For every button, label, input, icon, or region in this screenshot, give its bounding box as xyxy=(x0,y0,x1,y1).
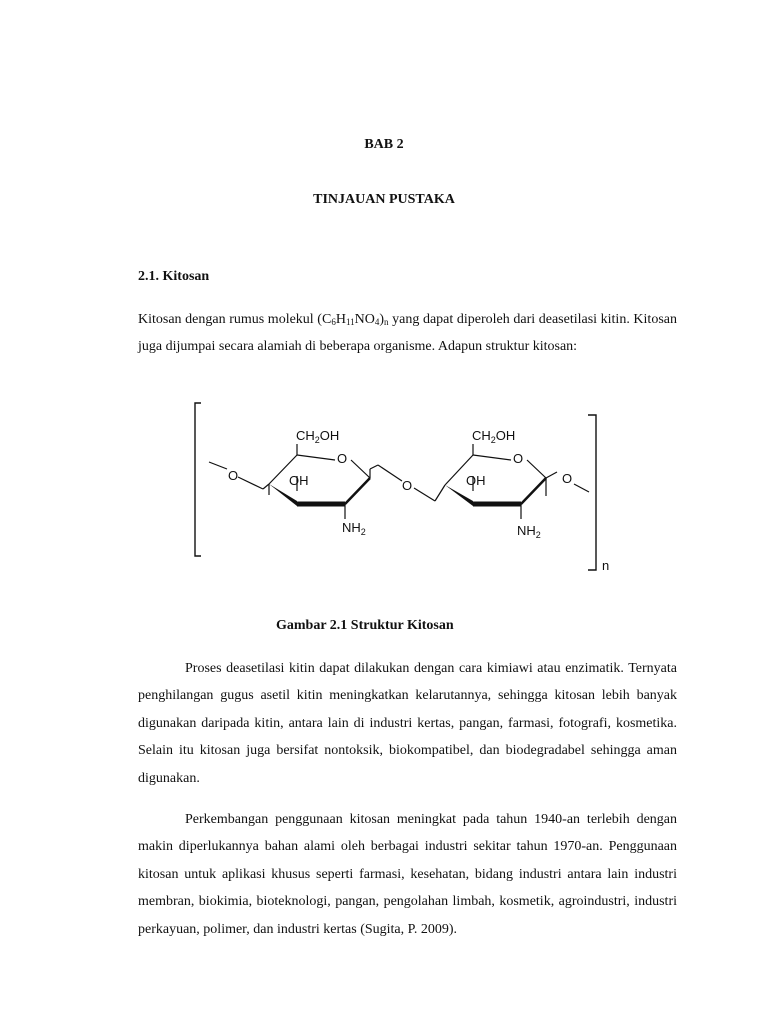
ring2-nh2-label: $NH_2$ xyxy=(517,523,541,540)
ring2-oh-label: OH xyxy=(466,473,486,488)
intro-text-before: Kitosan dengan rumus molekul (C xyxy=(138,312,332,327)
glycosidic-bond xyxy=(378,465,402,481)
formula-close: ) xyxy=(379,312,385,327)
formula-c-subscript: 6 xyxy=(331,317,336,327)
body-paragraph-2: Perkembangan penggunaan kitosan meningkat pada tahun 1940-an terlebih dengan makin diperlukannya bahan alami oleh berbagai industri sekitar tahun 1970-an. Penggunaan kitosan untuk aplikasi khusus seperti farmasi, kesehatan, bidang industri antara lain industri membran, biokimia, bioteknologi, pangan, pengolahan limbah, kosmetik, agroindustri, industri perkayuan, polimer, dan industri kertas (Sugita, P. 2009). xyxy=(138,812,677,937)
sugar-ring-1 xyxy=(269,444,378,519)
left-bracket xyxy=(195,403,201,556)
chapter-number: BAB 2 xyxy=(364,137,404,152)
formula-h: H xyxy=(335,312,346,327)
intro-text-after: yang dapat diperoleh dari deasetilasi kitin. Kitosan juga dijumpai secara alamiah di beberapa organisme. Adapun struktur kitosan: xyxy=(138,312,677,355)
figure-caption: Gambar 2.1 Struktur Kitosan xyxy=(276,618,454,633)
ring1-nh2-label: $NH_2$ xyxy=(342,520,366,537)
right-glycosidic-oxygen: O xyxy=(562,471,573,486)
right-bracket xyxy=(588,415,596,570)
left-glycosidic-oxygen: O xyxy=(228,468,239,483)
formula-h-subscript: 11 xyxy=(345,317,355,327)
left-terminal-bond xyxy=(209,462,227,469)
bridge-glycosidic-oxygen: O xyxy=(402,478,413,493)
ring1-oxygen: O xyxy=(337,451,348,466)
chitosan-structure-figure xyxy=(185,398,615,578)
formula-o-subscript: 4 xyxy=(374,317,380,327)
ring2-ch2oh-label: $CH_2OH$ xyxy=(472,428,516,445)
chapter-title: TINJAUAN PUSTAKA xyxy=(313,192,455,207)
formula-n-subscript: n xyxy=(384,317,389,327)
ring2-oxygen: O xyxy=(513,451,524,466)
sugar-ring-2 xyxy=(445,444,557,519)
right-terminal-bond xyxy=(574,484,589,492)
formula-no: NO xyxy=(354,312,375,327)
ring1-oh-label: OH xyxy=(289,473,309,488)
ring1-ch2oh-label: $CH_2OH$ xyxy=(296,428,340,445)
repeat-unit-n: n xyxy=(602,558,610,573)
body-paragraph-1: Proses deasetilasi kitin dapat dilakukan dengan cara kimiawi atau enzimatik. Ternyata penghilangan gugus asetil kitin meningkatkan kelarutannya, sehingga kitosan lebih banyak digunakan daripada kitin, antara lain di industri kertas, pangan, farmasi, fotografi, kosmetika. Selain itu kitosan juga bersifat nontoksik, biokompatibel, dan biodegradabel sehingga aman digunakan. xyxy=(138,661,677,786)
intro-paragraph xyxy=(138,306,677,361)
section-heading: 2.1. Kitosan xyxy=(138,269,210,284)
